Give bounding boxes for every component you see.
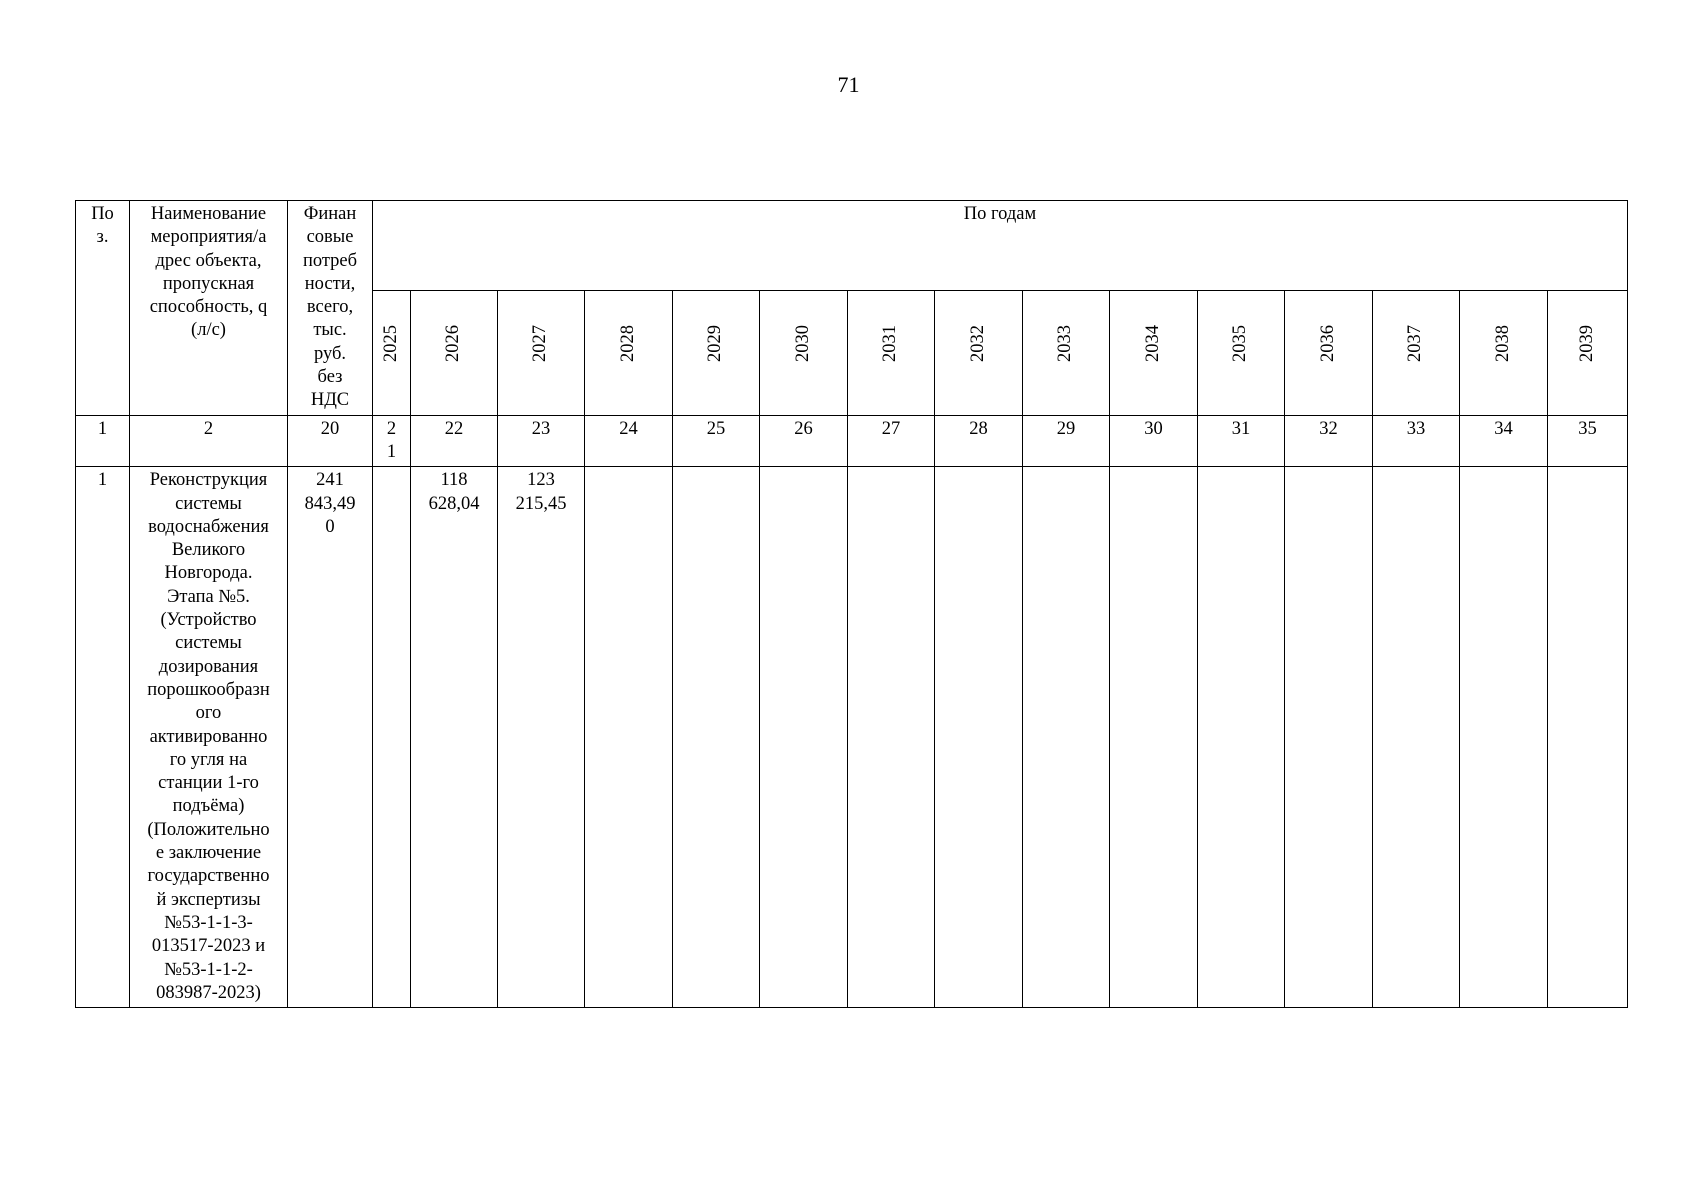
table-row [76, 467, 1628, 1008]
row-finance: 241 843,49 0 [288, 467, 373, 1008]
page-number: 71 [837, 72, 860, 97]
colnum-year: 30 [1110, 415, 1198, 467]
row-year-value [585, 467, 673, 1008]
year-cell [1110, 290, 1198, 415]
year-cell [760, 290, 848, 415]
column-number-row [76, 415, 1628, 467]
year-cell [498, 290, 585, 415]
row-year-value [1548, 467, 1628, 1008]
header-row [76, 201, 1628, 291]
colnum-year: 29 [1023, 415, 1110, 467]
header-finance: Финан совые потреб ности, всего, тыс. руб. без НДС [288, 201, 373, 416]
year-label: 2037 [1405, 324, 1426, 362]
year-label: 2032 [967, 324, 988, 362]
year-cell [585, 290, 673, 415]
colnum-year: 23 [498, 415, 585, 467]
year-cell [1373, 290, 1460, 415]
row-year-value [1460, 467, 1548, 1008]
year-label: 2034 [1142, 324, 1163, 362]
header-by-years: По годам [373, 201, 1628, 291]
row-year-value [848, 467, 935, 1008]
year-cell [1285, 290, 1373, 415]
year-label: 2027 [530, 324, 551, 362]
colnum-year: 32 [1285, 415, 1373, 467]
year-label: 2036 [1317, 324, 1338, 362]
colnum-year: 22 [411, 415, 498, 467]
row-year-value: 123 215,45 [498, 467, 585, 1008]
header-name: Наименование мероприятия/а дрес объекта, пропускная способность, q (л/с) [130, 201, 288, 416]
colnum-year: 34 [1460, 415, 1548, 467]
row-year-value: 118 628,04 [411, 467, 498, 1008]
row-year-value [935, 467, 1023, 1008]
row-name: Реконструкция системы водоснабжения Великого Новгорода. Этапа №5. (Устройство системы дозирования порошкообразн ого активированно го угля на станции 1-го подъёма) (Положительно е заключение государственно й экспертизы №53-1-1-3- 013517-2023 и №53-1-1-2- 083987-2023) [130, 467, 288, 1008]
investment-table [75, 200, 1628, 1008]
row-year-value [1373, 467, 1460, 1008]
colnum-year: 26 [760, 415, 848, 467]
row-year-value [1285, 467, 1373, 1008]
year-label: 2038 [1492, 324, 1513, 362]
colnum-year: 35 [1548, 415, 1628, 467]
colnum-year: 25 [673, 415, 760, 467]
colnum-name: 2 [130, 415, 288, 467]
row-pos: 1 [76, 467, 130, 1008]
row-year-value [1023, 467, 1110, 1008]
year-label: 2026 [443, 324, 464, 362]
year-cell [673, 290, 760, 415]
year-cell [411, 290, 498, 415]
colnum-year: 28 [935, 415, 1023, 467]
colnum-finance: 20 [288, 415, 373, 467]
year-cell [373, 290, 411, 415]
year-cell [1548, 290, 1628, 415]
row-year-value [673, 467, 760, 1008]
year-label: 2030 [792, 324, 813, 362]
colnum-year: 2 1 [373, 415, 411, 467]
year-cell [1023, 290, 1110, 415]
year-label: 2033 [1055, 324, 1076, 362]
year-label: 2028 [617, 324, 638, 362]
year-label: 2035 [1230, 324, 1251, 362]
colnum-year: 24 [585, 415, 673, 467]
colnum-year: 31 [1198, 415, 1285, 467]
year-label: 2031 [880, 324, 901, 362]
year-cell [848, 290, 935, 415]
year-cell [1198, 290, 1285, 415]
row-year-value [373, 467, 411, 1008]
year-label: 2039 [1576, 324, 1597, 362]
row-year-value [760, 467, 848, 1008]
colnum-year: 33 [1373, 415, 1460, 467]
header-pos: По з. [76, 201, 130, 416]
row-year-value [1198, 467, 1285, 1008]
row-year-value [1110, 467, 1198, 1008]
colnum-pos: 1 [76, 415, 130, 467]
year-cell [935, 290, 1023, 415]
colnum-year: 27 [848, 415, 935, 467]
year-label: 2025 [380, 324, 401, 362]
year-label: 2029 [705, 324, 726, 362]
year-cell [1460, 290, 1548, 415]
